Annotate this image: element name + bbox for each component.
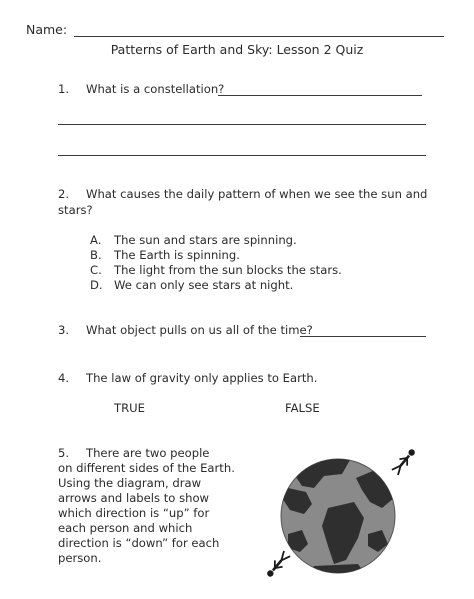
q1-text: What is a constellation?	[86, 82, 225, 96]
name-answer-line[interactable]	[74, 36, 444, 37]
q5-text-line-3: Using the diagram, draw	[58, 476, 202, 490]
q2-option-b-text[interactable]: The Earth is spinning.	[114, 248, 240, 262]
q2-option-a-letter[interactable]: A.	[90, 233, 102, 247]
q4-number: 4.	[58, 371, 70, 385]
q5-text-line-5: which direction is “up” for	[58, 506, 210, 520]
q2-number: 2.	[58, 187, 70, 201]
q1-answer-line-2[interactable]	[58, 124, 426, 125]
q2-option-d-text[interactable]: We can only see stars at night.	[114, 278, 294, 292]
q5-text-line-1: There are two people	[86, 446, 210, 460]
q1-answer-line[interactable]	[218, 95, 422, 96]
person-icon-top	[391, 447, 417, 476]
q5-number: 5.	[58, 446, 70, 460]
earth-globe-icon	[281, 452, 398, 580]
q2-option-a-text[interactable]: The sun and stars are spinning.	[114, 233, 297, 247]
q2-option-c-letter[interactable]: C.	[90, 263, 102, 277]
q3-answer-line[interactable]	[300, 336, 426, 337]
q5-text-line-7: direction is “down” for each	[58, 536, 220, 550]
person-icon-bottom	[264, 550, 290, 579]
q2-option-b-letter[interactable]: B.	[90, 248, 102, 262]
q4-false-option[interactable]: FALSE	[285, 401, 320, 415]
q3-number: 3.	[58, 323, 70, 337]
q1-number: 1.	[58, 82, 70, 96]
q5-text-line-6: each person and which	[58, 521, 193, 535]
q5-text-line-8: person.	[58, 551, 102, 565]
q4-text: The law of gravity only applies to Earth.	[86, 371, 318, 385]
q3-text: What object pulls on us all of the time?	[86, 323, 313, 337]
name-label: Name:	[26, 22, 68, 37]
q2-text-line2: stars?	[58, 203, 93, 217]
q4-true-option[interactable]: TRUE	[114, 401, 145, 415]
page-title: Patterns of Earth and Sky: Lesson 2 Quiz	[110, 42, 364, 57]
q2-text-line1: What causes the daily pattern of when we see the sun and	[86, 187, 428, 201]
earth-globe-diagram[interactable]	[258, 438, 428, 588]
q5-text-line-4: arrows and labels to show	[58, 491, 210, 505]
q5-text-line-2: on different sides of the Earth.	[58, 461, 235, 475]
q2-option-d-letter[interactable]: D.	[90, 278, 103, 292]
q1-answer-line-3[interactable]	[58, 155, 426, 156]
q2-option-c-text[interactable]: The light from the sun blocks the stars.	[114, 263, 342, 277]
